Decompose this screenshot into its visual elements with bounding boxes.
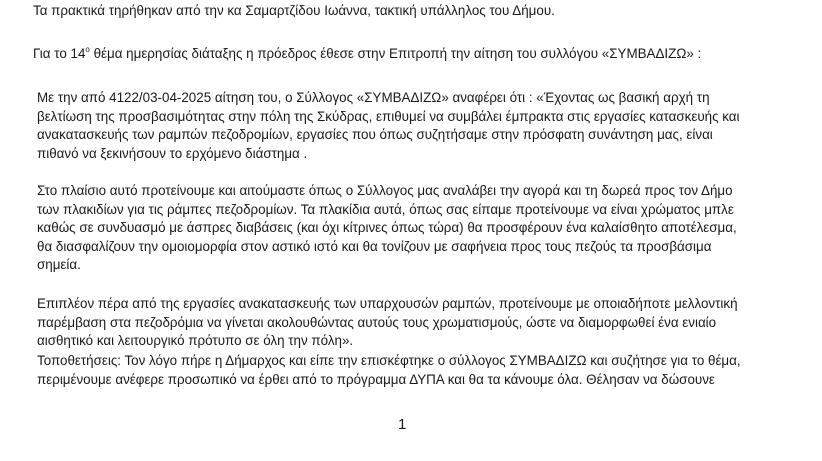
text-line: Με την από 4122/03-04-2025 αίτηση του, ο Σύλλογος «ΣΥΜΒΑΔΙΖΩ» αναφέρει ότι : «Έχοντας ως βασική αρχή τη [37,90,710,105]
text-line: Στο πλαίσιο αυτό προτείνουμε και αιτούμαστε όπως ο Σύλλογος μας αναλάβει την αγορά και τη δωρεά προς τον Δήμο [37,183,733,198]
text-line: καθώς σε συνδυασμό με άσπρες διαβάσεις (και όχι κίτρινες όπως τώρα) θα προσφέρουν ένα καλαίσθητο αποτέλεσμα, [37,220,737,235]
text-line: περιμένουμε ανέφερε προσωπικό να έρθει από το πρόγραμμα ΔΥΠΑ και θα τα κάνουμε όλα. Θέλησαν να δώσουνε [37,371,715,387]
text-line: Τοποθετήσεις: Τον λόγο πήρε η Δήμαρχος και είπε την επισκέφτηκε ο σύλλογος ΣΥΜΒΑΔΙΖΩ και συζήτησε για το θέμα, [37,353,741,368]
request-paragraph [37,89,740,163]
text-line: σημεία. [37,257,81,272]
text-line: θα διασφαλίζουν την ομοιομορφία στον αστικό ιστό και θα τονίζουν με σαφήνεια προς τους πεζούς τα προσβάσιμα [37,238,712,254]
text-line: Επιπλέον πέρα από της εργασίες ανακατασκευής των υπαρχουσών ραμπών, προτείνουμε με οποιαδήποτε μελλοντική [37,296,738,311]
page-number: 1 [398,416,407,433]
agenda-item-intro [33,45,701,64]
text-line: αισθητικό και λειτουργικό πρότυπο σε όλη την πόλη». [37,333,354,348]
text-line: πιθανό να ξεκινήσουν το ερχόμενο διάστημα . [37,145,308,161]
minutes-keeper-line [33,2,555,21]
agenda-text-before: Για το 14 [33,46,86,61]
text-line: των πλακιδίων για τις ράμπες πεζοδρομίων. Τα πλακίδια αυτά, όπως σας είπαμε προτείνουμε να είναι χρώματος μπλε [37,201,734,217]
text-line: ανακατασκευής των ραμπών πεζοδρομίων, εργασίες που όπως συζητήσαμε στην πρόσφατη συνάντηση μας, είναι [37,127,713,142]
agenda-text-after: θέμα ημερησίας διάταξης η πρόεδρος έθεσε στην Επιτροπή την αίτηση του συλλόγου «ΣΥΜΒΑΔΙΖΩ» : [89,46,702,61]
text-line: παρέμβαση στα πεζοδρόμια να γίνεται ακολουθώντας αυτούς τους χρωματισμούς, ώστε να διαμορφωθεί ένα ενιαίο [37,314,717,330]
text-line: βελτίωση της προσβασιμότητας στην πόλη της Σκύδρας, επιθυμεί να συμβάλει έμπρακτα στις εργασίες κατασκευής και [37,108,740,124]
positions-paragraph [37,352,741,389]
text-line: Τα πρακτικά τηρήθηκαν από την κα Σαμαρτζίδου Ιωάννα, τακτική υπάλληλος του Δήμου. [33,3,555,18]
proposal-paragraph [37,182,737,275]
further-paragraph [37,295,738,351]
ordinal-suffix: ο [85,45,90,54]
